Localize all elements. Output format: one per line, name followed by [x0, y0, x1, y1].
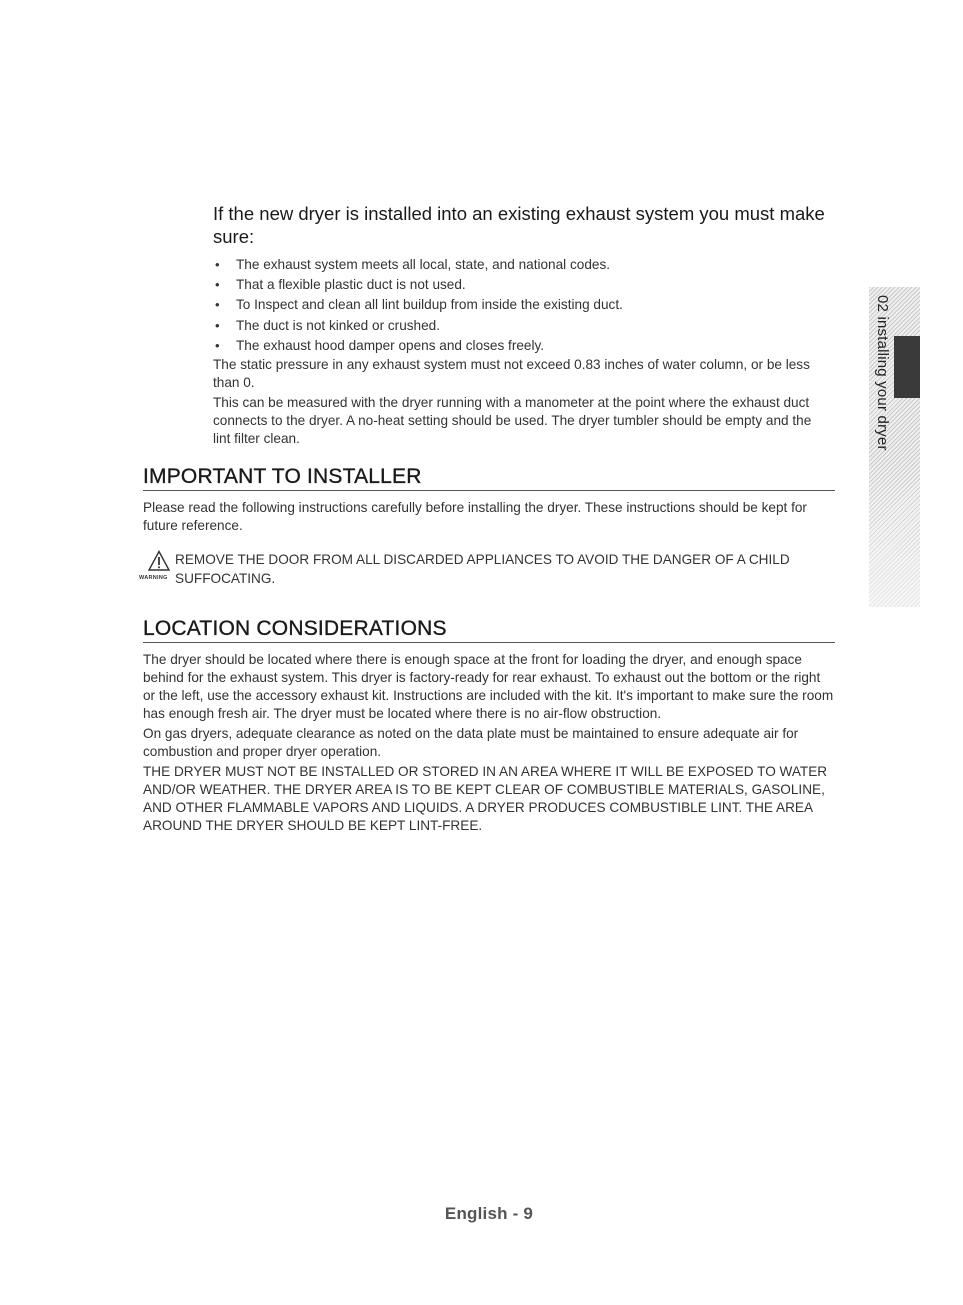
list-item-text: The duct is not kinked or crushed. — [236, 317, 441, 333]
bullet-icon: • — [215, 297, 220, 313]
list-item-text: The exhaust hood damper opens and closes freely. — [236, 337, 545, 353]
bullet-icon: • — [215, 317, 220, 333]
section-title-location-considerations — [143, 616, 835, 643]
exhaust-notes — [213, 356, 831, 448]
location-considerations-body — [143, 651, 835, 835]
chapter-marker — [894, 336, 920, 398]
static-pressure-paragraph: The static pressure in any exhaust system must not exceed 0.83 inches of water column, or be less than 0. — [213, 357, 810, 390]
list-item-text: To Inspect and clean all lint buildup from inside the existing duct. — [236, 297, 623, 313]
list-item-text: That a flexible plastic duct is not used. — [236, 277, 466, 293]
gas-clearance-paragraph: On gas dryers, adequate clearance as noted on the data plate must be maintained to ensure adequate air for combustion and proper dryer operation. — [143, 726, 799, 759]
warning-label: WARNING — [139, 575, 168, 581]
exhaust-heading: If the new dryer is installed into an existing exhaust system you must make sure: — [213, 203, 825, 247]
storage-warning-paragraph: THE DRYER MUST NOT BE INSTALLED OR STORED IN AN AREA WHERE IT WILL BE EXPOSED TO WATER AND/OR WEATHER. THE DRYER AREA IS TO BE KEPT CLEAR OF COMBUSTIBLE MATERIALS, GASOLINE, AND OTHER FLAMMABLE VAPORS AND LIQUIDS. A DRYER PRODUCES COMBUSTIBLE LINT. THE AREA AROUND THE DRYER SHOULD BE KEPT LINT-FREE. — [143, 764, 828, 833]
bullet-icon: • — [215, 257, 220, 272]
section-title-text: LOCATION CONSIDERATIONS — [143, 617, 447, 640]
section-title-important-to-installer — [143, 464, 835, 491]
warning-badge — [139, 550, 175, 586]
manometer-paragraph: This can be measured with the dryer running with a manometer at the point where the exhaust duct connects to the dryer. A no-heat setting should be used. The dryer tumbler should be empty and the lint filter clean. — [213, 395, 812, 446]
bullet-icon: • — [215, 337, 220, 353]
warning-triangle-icon — [148, 550, 170, 572]
location-paragraph: The dryer should be located where there is enough space at the front for loading the dryer, and enough space behind for the exhaust system. This dryer is factory-ready for rear exhaust. To exhaust out the bottom or the right or the left, use the accessory exhaust kit. Instructions are included with the kit. It's important to make sure the room has enough fresh air. The dryer must be located where there is no air-flow obstruction. — [143, 652, 834, 721]
bullet-icon: • — [215, 277, 220, 293]
list-item — [213, 255, 838, 275]
page-number: English - 9 — [444, 1204, 534, 1223]
chapter-side-tab — [869, 287, 920, 607]
exhaust-checklist — [213, 255, 838, 356]
list-item — [213, 295, 838, 315]
list-item — [213, 316, 838, 336]
side-tab-fade — [869, 457, 920, 607]
list-item-text: The exhaust system meets all local, state, and national codes. — [236, 257, 611, 272]
installer-intro-paragraph: Please read the following instructions carefully before installing the dryer. These instructions should be kept for future reference. — [143, 500, 807, 533]
chapter-label: 02 installing your dryer — [874, 295, 891, 451]
section-title-text: IMPORTANT TO INSTALLER — [143, 465, 422, 488]
list-item — [213, 336, 838, 356]
list-item — [213, 275, 838, 295]
warning-text: REMOVE THE DOOR FROM ALL DISCARDED APPLIANCES TO AVOID THE DANGER OF A CHILD SUFFOCATING. — [175, 552, 790, 586]
